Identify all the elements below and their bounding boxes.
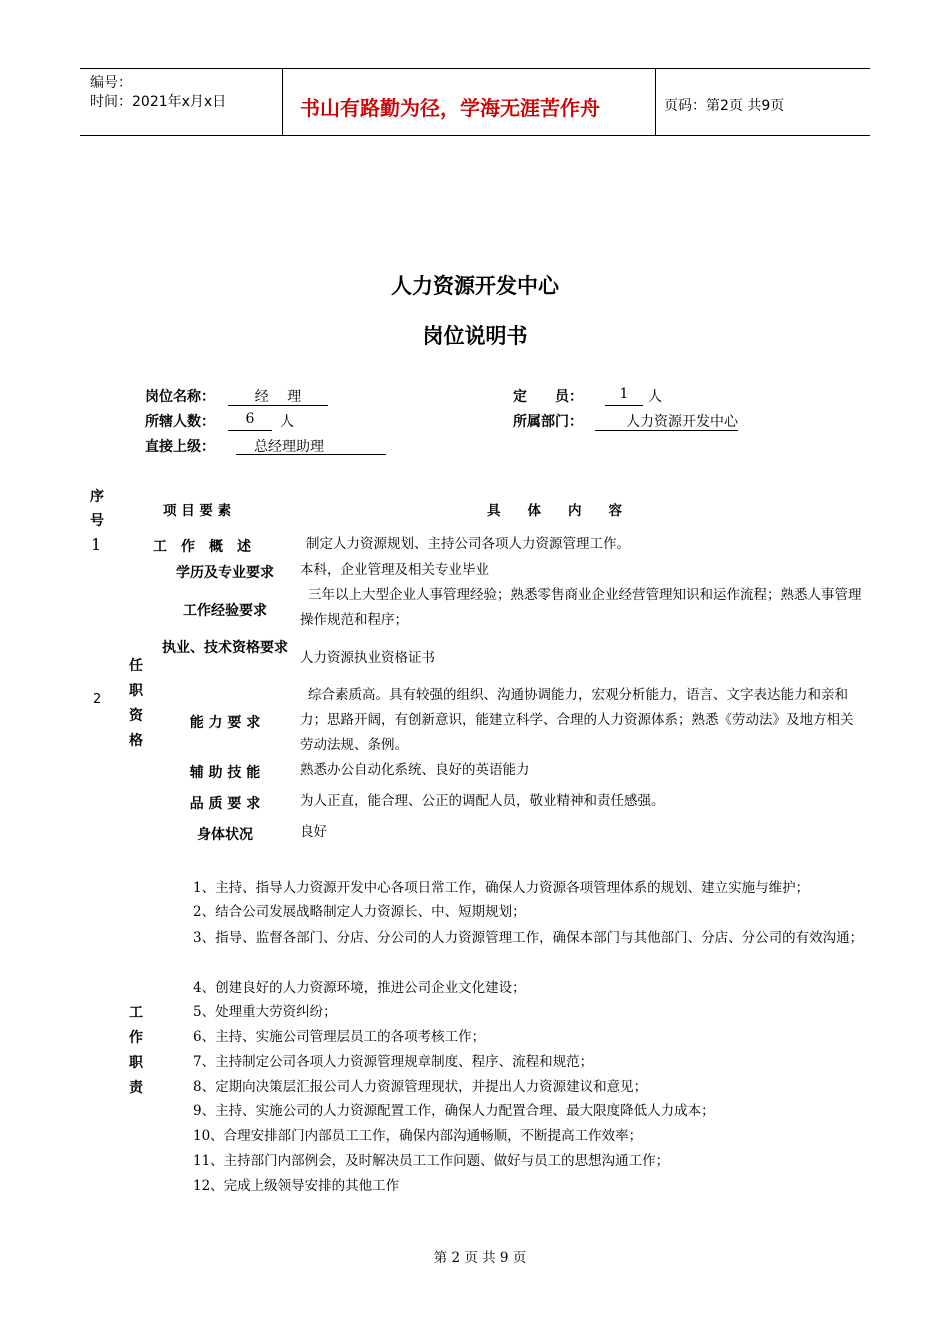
qual-label-experience: 工作经验要求: [183, 603, 267, 619]
duty-item-5: 5、处理重大劳资纠纷；: [193, 1004, 337, 1020]
qual-label-education: 学历及专业要求: [176, 565, 274, 581]
position-label: 岗位名称：: [145, 389, 215, 405]
doc-title: 人力资源开发中心: [391, 273, 559, 298]
group-char-3: 资: [129, 708, 143, 724]
duty-item-3: 3、指导、监督各部门、分店、分公司的人力资源管理工作，确保本部门与其他部门、分店、分公司的有效沟通；: [193, 930, 864, 946]
group-char-2: 职: [129, 683, 143, 699]
qual-text-education: 本科，企业管理及相关专业毕业: [300, 562, 489, 578]
col-seq-1: 序: [90, 489, 104, 505]
duty-group-char-2: 作: [129, 1030, 143, 1046]
row1-text: 制定人力资源规划、主持公司各项人力资源管理工作。: [306, 536, 630, 552]
qual-text-experience: 三年以上大型企业人事管理经验；熟悉零售商业企业经营管理知识和运作流程；熟悉人事管理操作规范和程序；: [300, 587, 862, 628]
page-footer: 第 2 页 共 9 页: [433, 1250, 527, 1266]
duty-item-7: 7、主持制定公司各项人力资源管理规章制度、程序、流程和规范；: [193, 1054, 594, 1070]
row1-seq: 1: [91, 535, 102, 554]
duty-item-1: 1、主持、指导人力资源开发中心各项日常工作，确保人力资源各项管理体系的规划、建立实施与维护；: [193, 880, 810, 896]
duty-item-10: 10、合理安排部门内部员工工作，确保内部沟通畅顺，不断提高工作效率；: [193, 1128, 643, 1144]
duty-item-4: 4、创建良好的人力资源环境，推进公司企业文化建设；: [193, 980, 526, 996]
quota-unit: 人: [648, 389, 662, 405]
duty-item-2: 2、结合公司发展战略制定人力资源长、中、短期规划；: [193, 904, 526, 920]
position-value: 经 理: [228, 386, 328, 406]
doc-time-label: 时间：2021年x月x日: [90, 94, 227, 110]
duty-item-9: 9、主持、实施公司的人力资源配置工作，确保人力配置合理、最大限度降低人力成本；: [193, 1103, 715, 1119]
quota-label: 定 员：: [513, 389, 583, 405]
row2-seq: 2: [93, 692, 102, 707]
staff-label: 所辖人数：: [145, 414, 215, 430]
header-page-label: 页码：第2页 共9页: [664, 98, 785, 114]
col-content-header: 具 体 内 容: [487, 503, 622, 519]
group-char-4: 格: [129, 733, 143, 749]
col-seq-2: 号: [90, 513, 104, 529]
duty-item-8: 8、定期向决策层汇报公司人力资源管理现状，并提出人力资源建议和意见；: [193, 1079, 648, 1095]
duty-group-char-3: 职: [129, 1055, 143, 1071]
qual-text-character: 为人正直，能合理、公正的调配人员，敬业精神和责任感强。: [300, 793, 665, 809]
qual-label-ability: 能 力 要 求: [189, 715, 261, 731]
superior-value: 总经理助理: [236, 436, 386, 455]
qual-text-certification: 人力资源执业资格证书: [300, 650, 435, 666]
qual-text-ability: 综合素质高。具有较强的组织、沟通协调能力，宏观分析能力，语言、文字表达能力和亲和力；思路开阔，有创新意识，能建立科学、合理的人力资源体系；熟悉《劳动法》及地方相关劳动法规、条例。: [300, 687, 854, 753]
duty-item-12: 12、完成上级领导安排的其他工作: [193, 1178, 400, 1194]
qual-label-character: 品 质 要 求: [189, 796, 261, 812]
superior-label: 直接上级：: [145, 439, 215, 455]
staff-value: 6: [228, 411, 272, 431]
qual-label-skills: 辅 助 技 能: [189, 765, 261, 781]
doc-number-label: 编号：: [90, 75, 132, 91]
duty-item-6: 6、主持、实施公司管理层员工的各项考核工作；: [193, 1029, 486, 1045]
qual-text-health: 良好: [300, 824, 327, 840]
doc-subtitle: 岗位说明书: [422, 323, 528, 348]
qual-label-health: 身体状况: [197, 827, 253, 843]
duty-item-11: 11、主持部门内部例会，及时解决员工工作问题、做好与员工的思想沟通工作；: [193, 1153, 670, 1169]
qual-text-skills: 熟悉办公自动化系统、良好的英语能力: [300, 762, 530, 778]
duty-group-char-4: 责: [129, 1080, 143, 1096]
row1-label: 工 作 概 述: [153, 539, 251, 555]
group-char-1: 任: [129, 658, 143, 674]
dept-value: 人力资源开发中心: [595, 411, 738, 431]
col-item-header: 项 目 要 素: [163, 503, 232, 519]
staff-unit: 人: [280, 414, 294, 430]
duty-group-char-1: 工: [129, 1005, 143, 1021]
dept-label: 所属部门：: [513, 414, 583, 430]
quota-value: 1: [605, 386, 643, 406]
header-motto: 书山有路勤为径，学海无涯苦作舟: [300, 96, 600, 120]
qual-label-certification: 执业、技术资格要求: [162, 640, 288, 656]
